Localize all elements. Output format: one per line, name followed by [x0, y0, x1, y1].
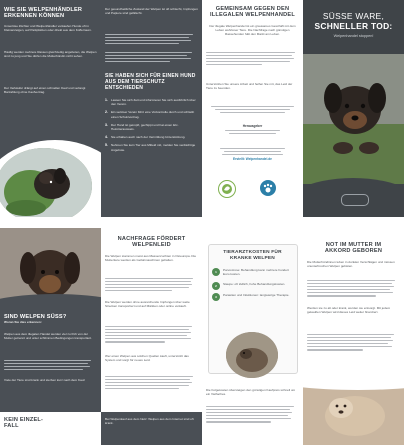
panel-subheading: Woran Sie dies erkennen: [4, 320, 42, 325]
paragraph: Der gesundheitliche Zustand der Welpen ist oft schlecht, Impfungen und Papiere sind gefälscht. [105, 7, 198, 16]
cover-puppy-photo [303, 54, 404, 184]
text-lines [105, 376, 198, 390]
list-item: 1. Lassen Sie sich Zeit und informieren Sie sich ausführlich über den Verein. [105, 98, 196, 107]
text-lines [206, 130, 299, 135]
panel-heading-line: ILLEGALEN WELPENHANDEL [210, 12, 295, 19]
paragraph: Die Folgekosten übersteigen den günstigen Kaufpreis schnell um ein Vielfaches. [206, 388, 296, 397]
paragraph: Der Verkäufer drängt auf einen schnellen Kauf und verlangt Barzahlung ohne Kaufvertrag. [4, 86, 86, 95]
panel-gemeinsam [202, 0, 303, 217]
paragraph: Werden sie zu alt oder krank, werden sie entsorgt. Mit jedem gekauften Welpen wird dieses Leid weiter finanziert. [307, 306, 391, 315]
spread-divider [0, 217, 404, 228]
cost-bullet: 3 Parasiten und Infektionen: langwierige Therapie. [212, 293, 293, 297]
text-lines [206, 106, 299, 114]
cover-logo [341, 194, 369, 206]
footer-text: Erstellt: Welpenhandel.de [233, 156, 272, 161]
paragraph: Die Welpen werden ohne ausreichende Impfungen über weite Strecken transportiert und auf Märkten oder online verkauft. [105, 300, 190, 309]
curve-shape [303, 368, 404, 390]
cover-subtitle: Welpenhandel stoppen! [333, 34, 374, 38]
panel-tierschutz [101, 0, 202, 217]
paragraph: Häufig werden mehrere Rassen gleichzeitig angeboten, die Welpen sind zu jung und Sie dürfen die Mutterhündin nicht sehen. [4, 50, 97, 59]
panel-heading: SIND WELPEN SÜSS? [4, 314, 67, 320]
partner-logo [260, 180, 276, 196]
panel-cover [303, 0, 404, 217]
footer-heading-line: KEIN EINZEL- [4, 417, 44, 423]
puppy-photo [0, 148, 92, 217]
cover-title-line2: SCHNELLER TOD: [314, 20, 393, 31]
text-lines [105, 278, 198, 292]
panel-heading-line: AKKORD GEBOREN [324, 248, 383, 255]
panel-heading-line: NACHFRAGE FÖRDERT [117, 236, 186, 242]
panel-heading-line: NOT IM MUTTER IM [325, 242, 382, 248]
paragraph: Unterstützen Sie unsere Arbeit und helfen Sie mit, das Leid der Tiere zu beenden. [206, 82, 293, 91]
sick-puppy-icon [226, 332, 278, 378]
paragraph: Die Welpen stammen meist aus Massenzuchten in Osteuropa. Die Muttertiere werden als Gebärmaschinen gehalten. [105, 254, 197, 263]
paragraph: Viele der Tiere sind krank und sterben kurz nach dem Kauf. [4, 378, 86, 382]
text-lines [206, 148, 299, 156]
panel-heading: WIE SIE WELPENHÄNDLER ERKENNEN KÖNNEN [4, 7, 83, 20]
text-lines [307, 280, 400, 297]
cost-bullet: 1 Parvovirose: Behandlung kann mehrere hundert Euro kosten. [212, 268, 293, 276]
panel-welpen-suess [0, 228, 101, 445]
text-lines [105, 52, 198, 63]
flyer-outside [0, 0, 404, 217]
footer-text: Bei Welpenkauf aus dem Netz: Welpen aus dem Internet sind oft krank. [105, 417, 194, 426]
text-lines [105, 326, 198, 343]
list-item: 3. Der Hund ist geimpft, gechippt und hat einen EU-Heimtierausweis. [105, 122, 179, 132]
puppy-in-glove-icon [0, 148, 92, 217]
leaf-icon [219, 181, 235, 197]
list-item: 2. Ein seriöser Verein führt eine Vorkontrolle durch und schließt einen Schutzvertrag. [105, 110, 195, 119]
paragraph: Die Mutterhündinnen leben in dunklen Verschlägen und müssen ununterbrochen Welpen gebären. [307, 260, 395, 269]
numbered-list [105, 98, 198, 152]
sick-puppy-photo [226, 332, 278, 378]
tierschutz-logo [218, 180, 236, 198]
text-lines [206, 52, 299, 66]
list-item: 4. Sie erhalten auch nach der Vermittlung Unterstützung. [105, 135, 186, 140]
paw-icon [260, 180, 276, 196]
paragraph: Unseriöse Züchter und Welpenhändler verkaufen Hunde oft in Kleinanzeigen, auf Parkplätzen oder direkt aus dem Kofferraum. [4, 24, 92, 33]
puppy-on-blanket-icon [303, 54, 404, 184]
paragraph: Wer einen Welpen aus solchen Quellen kauft, unterstützt das System und sorgt für neues Leid. [105, 354, 189, 363]
text-lines [307, 334, 400, 351]
text-lines [206, 406, 299, 423]
panel-nachfrage [101, 228, 202, 445]
list-item: 5. Nehmen Sie kein Tier aus Mitleid mit, melden Sie verdächtige Angebote. [105, 143, 196, 152]
text-lines [105, 34, 198, 45]
paragraph: Der illegale Welpenhandel ist ein grausames Geschäft mit dem Leben wehrloser Tiere. Die Nachfrage nach günstigen Rassehunden hält den Markt am Leben. [209, 24, 296, 37]
contact-label: Herausgeber [242, 124, 263, 128]
cover-title-line1: SÜSSE WARE, [322, 11, 385, 21]
box-heading-line: TIERARZTKOSTEN FÜR [223, 250, 282, 255]
cost-bullets [212, 268, 293, 303]
panel-tierarztkosten [202, 228, 303, 445]
footer-heading-line: FALL [4, 423, 19, 430]
text-lines [4, 360, 97, 371]
panel-welpenhaendler-erkennen [0, 0, 101, 217]
paragraph: Welpen aus dem illegalen Handel werden viel zu früh von der Mutter getrennt und unter schlimmen Bedingungen transportiert. [4, 332, 92, 341]
panel-heading-line: GEMEINSAM GEGEN DEN [215, 6, 290, 12]
box-heading-line: KRANKE WELPEN [230, 255, 275, 261]
panel-mutter [303, 228, 404, 445]
panel-heading: SIE HABEN SICH FÜR EINEN HUND AUS DEM TIERSCHUTZ ENTSCHIEDEN [105, 73, 196, 91]
panel-heading-line: WELPENLEID [132, 242, 171, 249]
flyer-inside [0, 228, 404, 445]
cost-bullet: 2 Staupe: oft tödlich, hohe Behandlungskosten. [212, 282, 293, 286]
